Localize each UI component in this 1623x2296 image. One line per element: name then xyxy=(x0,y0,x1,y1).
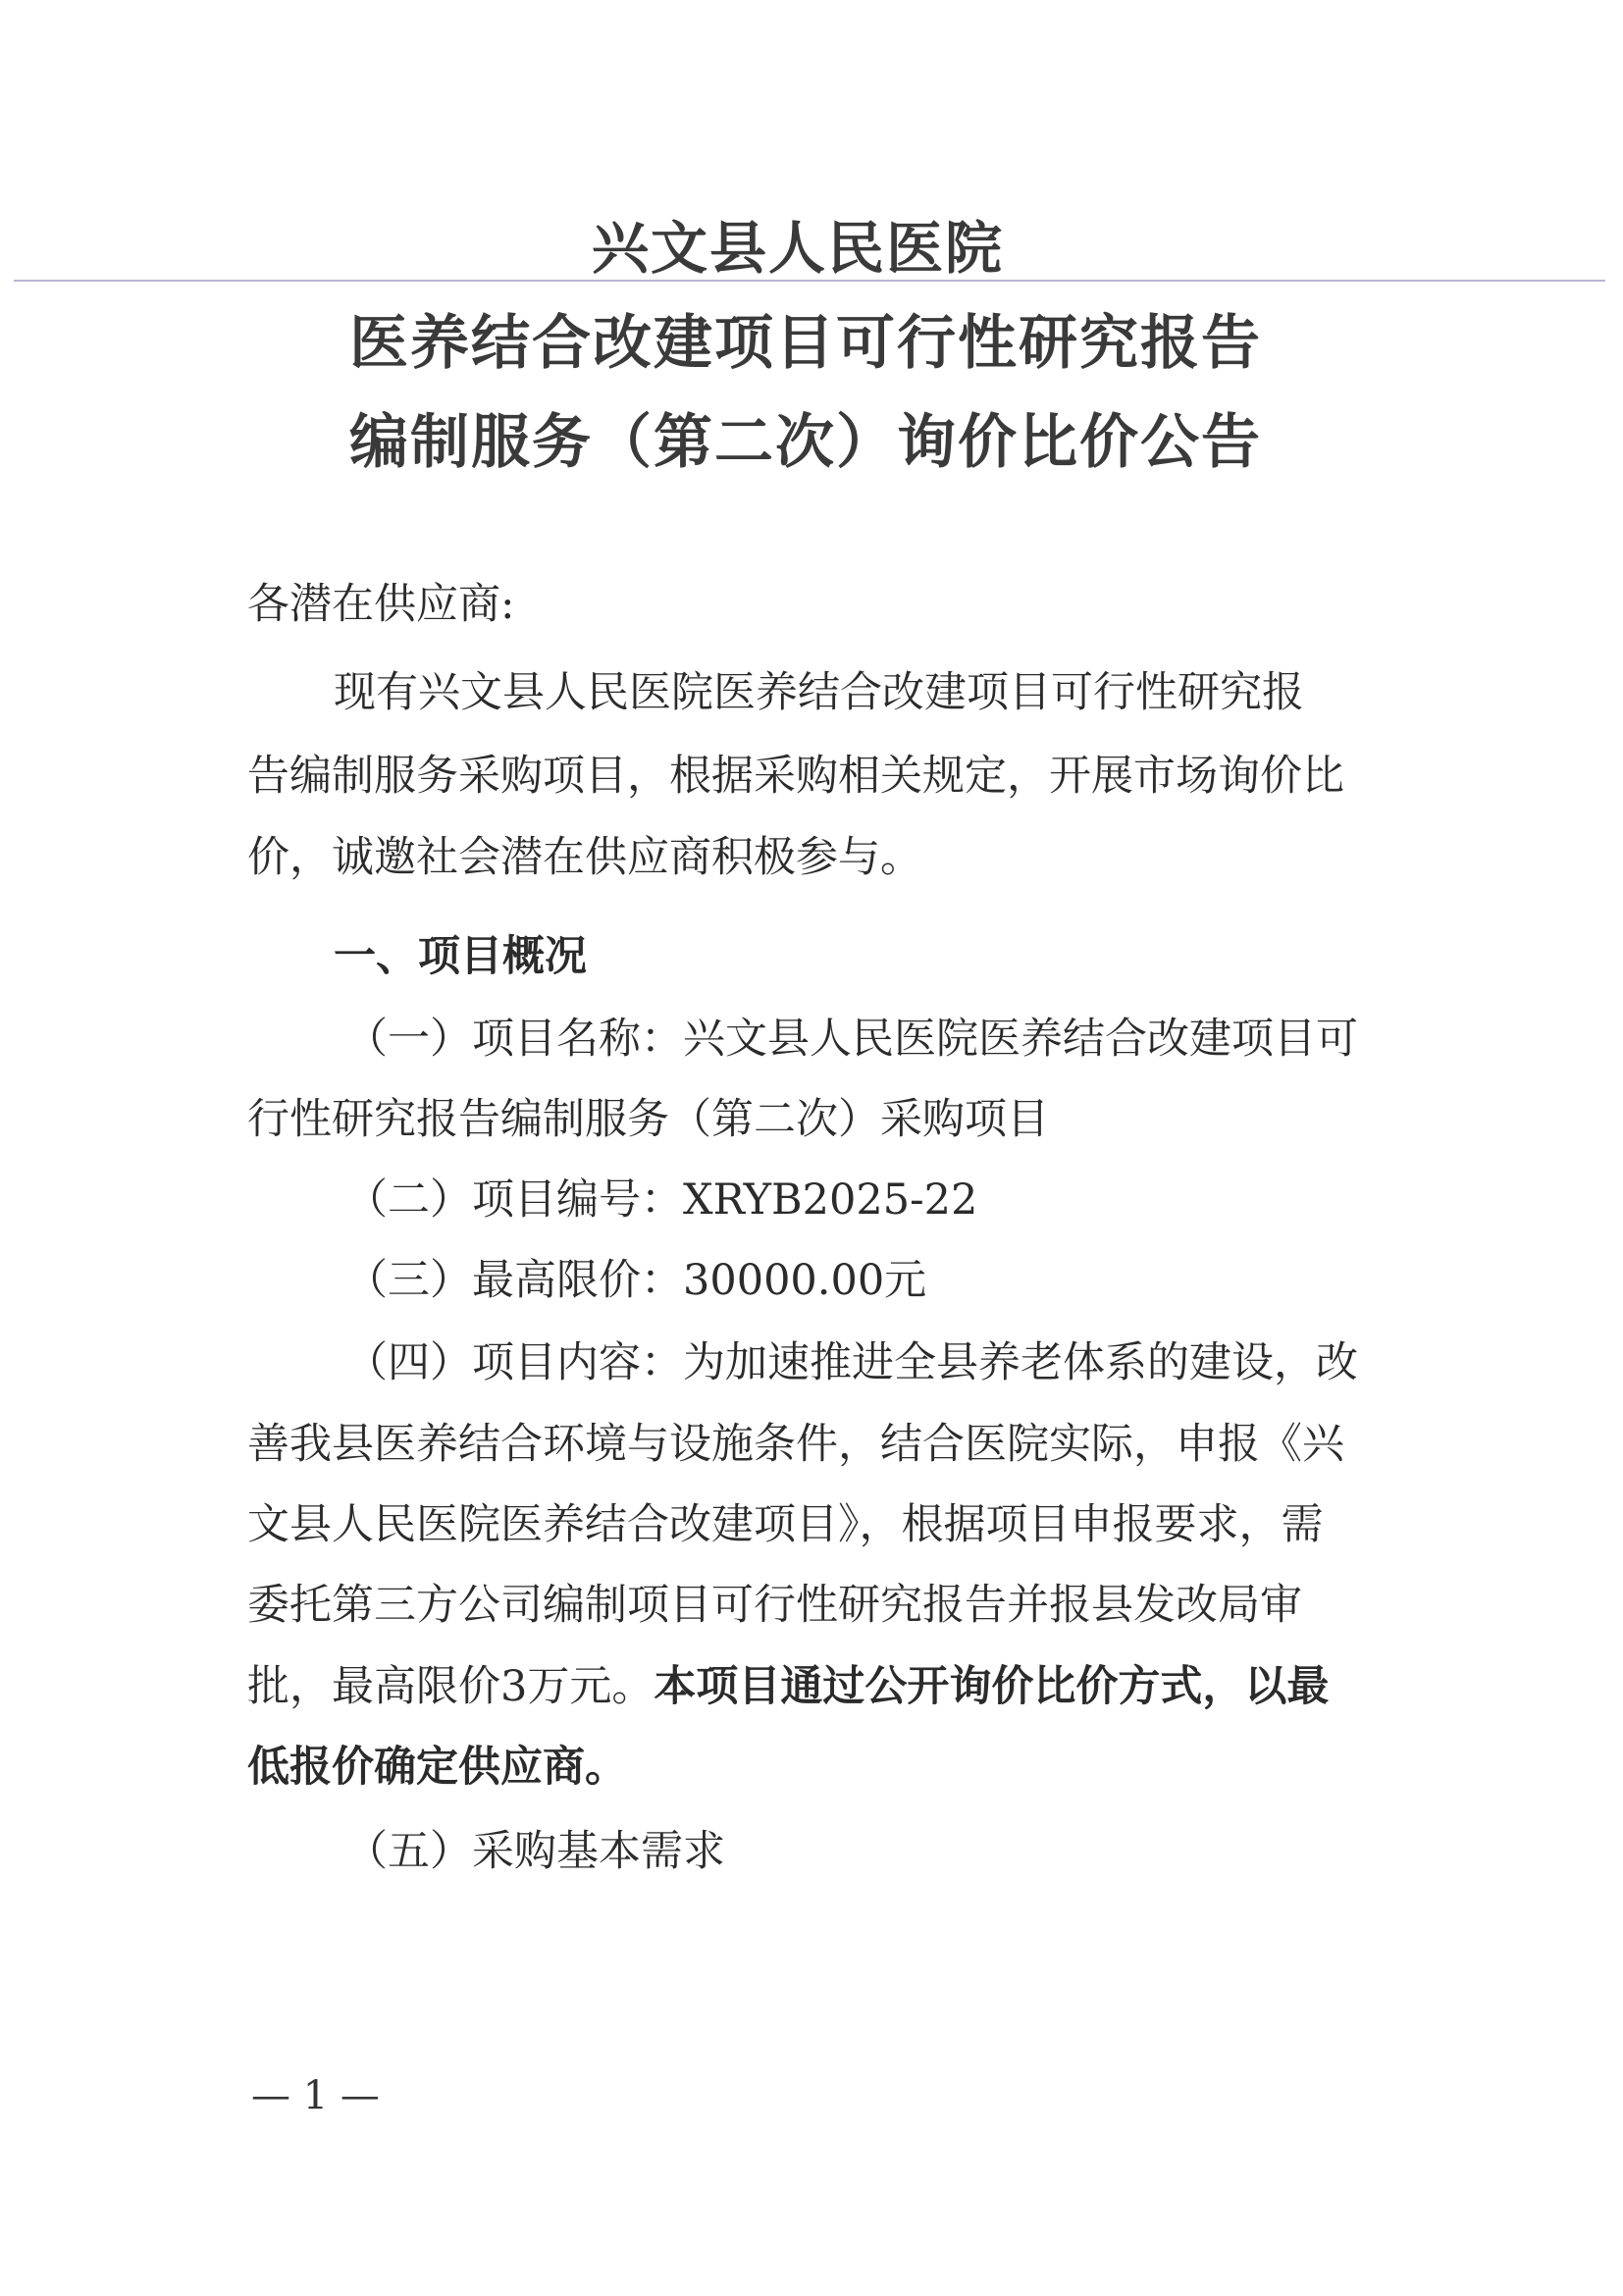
title-line-3: 编制服务（第二次）询价比价公告 xyxy=(349,408,1262,477)
item-4-line-2: 善我县医养结合环境与设施条件，结合医院实际，申报《兴 xyxy=(247,1420,1344,1469)
item-1-line-1: （一）项目名称：兴文县人民医院医养结合改建项目可 xyxy=(345,1015,1358,1064)
item-4-price-text: 批，最高限价3万元。 xyxy=(247,1662,654,1711)
intro-line-1: 现有兴文县人民医院医养结合改建项目可行性研究报 xyxy=(334,668,1304,717)
item-4-bold-tail: 低报价确定供应商。 xyxy=(247,1743,627,1792)
header-rule xyxy=(14,280,1605,282)
item-5: （五）采购基本需求 xyxy=(345,1827,725,1876)
title-line-2: 医养结合改建项目可行性研究报告 xyxy=(349,309,1262,378)
item-2: （二）项目编号：XRYB2025-22 xyxy=(345,1175,978,1225)
item-4-line-1: （四）项目内容：为加速推进全县养老体系的建设，改 xyxy=(345,1338,1358,1387)
item-4-line-4: 委托第三方公司编制项目可行性研究报告并报县发改局审 xyxy=(247,1581,1302,1630)
intro-line-3: 价，诚邀社会潜在供应商积极参与。 xyxy=(247,833,922,882)
item-4-bold-text: 本项目通过公开询价比价方式，以最 xyxy=(654,1662,1330,1711)
section-1-heading: 一、项目概况 xyxy=(334,932,587,981)
page-number: — 1 — xyxy=(251,2073,380,2118)
title-line-1: 兴文县人民医院 xyxy=(591,215,1004,282)
item-4-line-5 xyxy=(247,1662,1330,1711)
item-4-line-3: 文县人民医院医养结合改建项目》，根据项目申报要求，需 xyxy=(247,1500,1324,1549)
intro-line-2: 告编制服务采购项目，根据采购相关规定，开展市场询价比 xyxy=(247,752,1344,801)
item-3: （三）最高限价：30000.00元 xyxy=(345,1256,927,1305)
item-1-line-2: 行性研究报告编制服务（第二次）采购项目 xyxy=(247,1095,1049,1144)
salutation: 各潜在供应商: xyxy=(247,580,515,629)
